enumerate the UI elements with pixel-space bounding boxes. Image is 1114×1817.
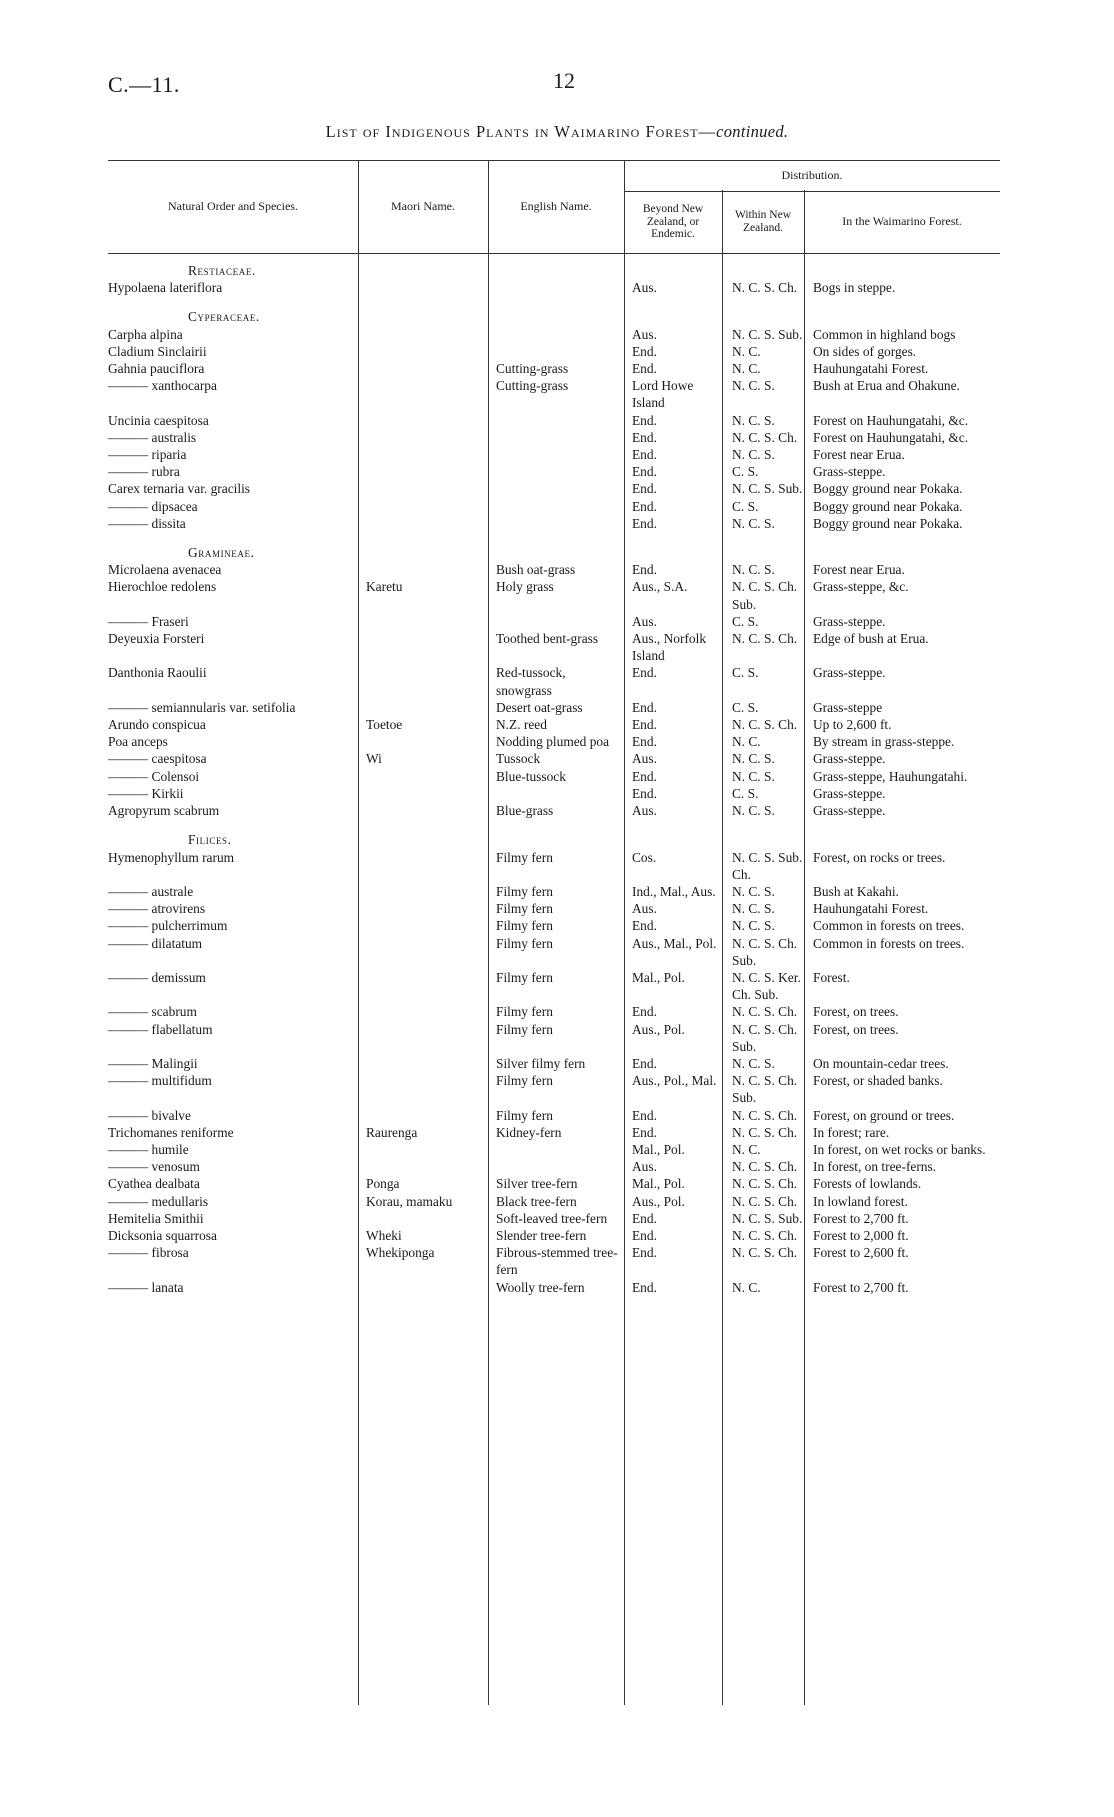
within-nz: N. C. S. Sub. Ch. xyxy=(732,849,803,882)
family-heading: Cyperaceae. xyxy=(188,309,260,325)
species-name: ——— semiannularis var. setifolia xyxy=(108,699,296,715)
beyond-nz: End. xyxy=(632,412,657,428)
table-row xyxy=(108,917,1000,934)
beyond-nz: Mal., Pol. xyxy=(632,1176,685,1192)
title-continued: continued. xyxy=(716,122,789,141)
within-nz: N. C. S. Sub. xyxy=(732,481,803,497)
english-name: Filmy fern xyxy=(496,849,553,865)
waimarino-distribution: Boggy ground near Pokaka. xyxy=(813,515,963,531)
within-nz: N. C. xyxy=(732,343,761,359)
waimarino-distribution: Edge of bush at Erua. xyxy=(813,631,929,647)
within-nz: N. C. S. xyxy=(732,768,775,784)
waimarino-distribution: Forest on Hauhungatahi, &c. xyxy=(813,412,969,428)
species-name: Cladium Sinclairii xyxy=(108,343,207,359)
beyond-nz: Cos. xyxy=(632,849,657,865)
table-row xyxy=(108,935,1000,969)
waimarino-distribution: Forest, on trees. xyxy=(813,1021,899,1037)
beyond-nz: Mal., Pol. xyxy=(632,969,685,985)
page-reference: C.—11. xyxy=(108,72,180,97)
page-title xyxy=(0,122,1114,142)
table-row xyxy=(108,343,1000,360)
species-name: ——— flabellatum xyxy=(108,1021,213,1037)
within-nz: N. C. xyxy=(732,1141,761,1157)
species-name: Cyathea dealbata xyxy=(108,1176,200,1192)
table-row xyxy=(108,429,1000,446)
table-row xyxy=(108,849,1000,883)
table-row xyxy=(108,630,1000,664)
species-name: Carex ternaria var. gracilis xyxy=(108,481,251,497)
beyond-nz: End. xyxy=(632,785,657,801)
species-name: Dicksonia squarrosa xyxy=(108,1227,217,1243)
english-name: Desert oat-grass xyxy=(496,699,583,715)
table-row xyxy=(108,1021,1000,1055)
english-name: Black tree-fern xyxy=(496,1193,577,1209)
table-row xyxy=(108,326,1000,343)
waimarino-distribution: Common in forests on trees. xyxy=(813,918,965,934)
header-within-nz: Within New Zealand. xyxy=(734,209,792,234)
waimarino-distribution: Forest near Erua. xyxy=(813,447,905,463)
within-nz: C. S. xyxy=(732,464,759,480)
beyond-nz: End. xyxy=(632,699,657,715)
english-name: Bush oat-grass xyxy=(496,562,576,578)
within-nz: N. C. S. Ch. Sub. xyxy=(732,1073,798,1106)
english-name: Filmy fern xyxy=(496,969,553,985)
within-nz: N. C. S. xyxy=(732,803,775,819)
waimarino-distribution: Grass-steppe. xyxy=(813,613,886,629)
english-name: Filmy fern xyxy=(496,935,553,951)
waimarino-distribution: Common in highland bogs xyxy=(813,326,956,342)
maori-name: Wi xyxy=(366,751,382,767)
table-row xyxy=(108,1193,1000,1210)
beyond-nz: Lord Howe Island xyxy=(632,378,694,411)
species-name: ——— dissita xyxy=(108,515,186,531)
beyond-nz: End. xyxy=(632,918,657,934)
beyond-nz: End. xyxy=(632,1245,657,1261)
waimarino-distribution: Forest to 2,700 ft. xyxy=(813,1210,909,1226)
species-name: ——— caespitosa xyxy=(108,751,207,767)
species-name: Hierochloe redolens xyxy=(108,579,217,595)
species-name: Poa anceps xyxy=(108,734,168,750)
table-row xyxy=(108,279,1000,296)
beyond-nz: End. xyxy=(632,464,657,480)
english-name: Silver tree-fern xyxy=(496,1176,578,1192)
table-row xyxy=(108,802,1000,819)
english-name: Filmy fern xyxy=(496,883,553,899)
waimarino-distribution: Grass-steppe. xyxy=(813,665,886,681)
family-gap xyxy=(108,532,1000,544)
waimarino-distribution: On mountain-cedar trees. xyxy=(813,1055,949,1071)
header-natural-order: Natural Order and Species. xyxy=(168,199,298,214)
within-nz: C. S. xyxy=(732,665,759,681)
english-name: Nodding plumed poa xyxy=(496,734,610,750)
english-name: Fibrous-stemmed tree-fern xyxy=(496,1245,618,1278)
header-distribution: Distribution. xyxy=(781,168,843,183)
species-name: ——— fibrosa xyxy=(108,1245,189,1261)
table-row xyxy=(108,515,1000,532)
beyond-nz: Ind., Mal., Aus. xyxy=(632,883,716,899)
beyond-nz: End. xyxy=(632,734,657,750)
within-nz: N. C. S. xyxy=(732,883,775,899)
within-nz: N. C. S. Ch. Sub. xyxy=(732,1021,798,1054)
within-nz: N. C. S. Ch. xyxy=(732,631,798,647)
table-row xyxy=(108,1244,1000,1278)
beyond-nz: Aus., Pol., Mal. xyxy=(632,1073,717,1089)
within-nz: N. C. xyxy=(732,734,761,750)
beyond-nz: End. xyxy=(632,1124,657,1140)
species-name: Hypolaena lateriflora xyxy=(108,280,223,296)
english-name: Cutting-grass xyxy=(496,361,569,377)
within-nz: N. C. S. Ker. Ch. Sub. xyxy=(732,969,801,1003)
within-nz: N. C. S. Ch. xyxy=(732,1227,798,1243)
header-beyond-nz: Beyond New Zealand, or Endemic. xyxy=(642,202,704,241)
species-name: ——— dipsacea xyxy=(108,498,198,514)
species-name: ——— rubra xyxy=(108,464,180,480)
english-name: Filmy fern xyxy=(496,1004,553,1020)
within-nz: N. C. S. xyxy=(732,447,775,463)
within-nz: C. S. xyxy=(732,699,759,715)
table-row xyxy=(108,1107,1000,1124)
table-row xyxy=(108,1055,1000,1072)
species-name: ——— humile xyxy=(108,1141,189,1157)
within-nz: N. C. S. Ch. xyxy=(732,280,798,296)
plant-list xyxy=(108,262,1000,1296)
table-row xyxy=(108,1158,1000,1175)
beyond-nz: Aus. xyxy=(632,1159,657,1175)
beyond-nz: Aus., Pol. xyxy=(632,1193,685,1209)
beyond-nz: End. xyxy=(632,343,657,359)
within-nz: N. C. xyxy=(732,1279,761,1295)
waimarino-distribution: Hauhungatahi Forest. xyxy=(813,361,929,377)
table-row xyxy=(108,716,1000,733)
within-nz: C. S. xyxy=(732,498,759,514)
beyond-nz: Aus., Mal., Pol. xyxy=(632,935,717,951)
table-row xyxy=(108,463,1000,480)
beyond-nz: Aus. xyxy=(632,751,657,767)
within-nz: C. S. xyxy=(732,785,759,801)
english-name: Blue-grass xyxy=(496,803,554,819)
within-nz: N. C. S. Ch. xyxy=(732,1245,798,1261)
english-name: Cutting-grass xyxy=(496,378,569,394)
beyond-nz: End. xyxy=(632,1227,657,1243)
within-nz: N. C. S. Ch. xyxy=(732,429,798,445)
within-nz: N. C. S. xyxy=(732,515,775,531)
title-text: List of Indigenous Plants in Waimarino Forest— xyxy=(325,122,717,141)
table-row xyxy=(108,785,1000,802)
header-english-name: English Name. xyxy=(520,199,592,214)
waimarino-distribution: Hauhungatahi Forest. xyxy=(813,901,929,917)
species-name: ——— pulcherrimum xyxy=(108,918,228,934)
species-name: Hymenophyllum rarum xyxy=(108,849,235,865)
species-name: Uncinia caespitosa xyxy=(108,412,209,428)
english-name: Filmy fern xyxy=(496,1073,553,1089)
maori-name: Raurenga xyxy=(366,1124,418,1140)
table-row xyxy=(108,412,1000,429)
within-nz: N. C. S. xyxy=(732,378,775,394)
beyond-nz: Aus. xyxy=(632,613,657,629)
english-name: Filmy fern xyxy=(496,1021,553,1037)
table-row xyxy=(108,498,1000,515)
waimarino-distribution: Forest, on trees. xyxy=(813,1004,899,1020)
waimarino-distribution: Bush at Kakahi. xyxy=(813,883,899,899)
maori-name: Korau, mamaku xyxy=(366,1193,453,1209)
species-name: ——— Kirkii xyxy=(108,785,184,801)
species-name: Gahnia pauciflora xyxy=(108,361,205,377)
species-name: Agropyrum scabrum xyxy=(108,803,220,819)
table-row xyxy=(108,1227,1000,1244)
waimarino-distribution: In lowland forest. xyxy=(813,1193,908,1209)
beyond-nz: End. xyxy=(632,515,657,531)
family-heading: Restiaceae. xyxy=(188,263,256,278)
species-name: ——— riparia xyxy=(108,447,187,463)
table-row xyxy=(108,578,1000,612)
species-name: Carpha alpina xyxy=(108,326,183,342)
table-header xyxy=(108,160,1000,254)
within-nz: N. C. S. xyxy=(732,562,775,578)
within-nz: N. C. S. Ch. xyxy=(732,717,798,733)
within-nz: N. C. S. Ch. xyxy=(732,1159,798,1175)
species-name: ——— medullaris xyxy=(108,1193,209,1209)
table-row xyxy=(108,561,1000,578)
table-row xyxy=(108,883,1000,900)
within-nz: N. C. S. xyxy=(732,412,775,428)
beyond-nz: Aus., Pol. xyxy=(632,1021,685,1037)
table-row xyxy=(108,1210,1000,1227)
beyond-nz: Aus. xyxy=(632,803,657,819)
waimarino-distribution: Boggy ground near Pokaka. xyxy=(813,481,963,497)
waimarino-distribution: Forest, or shaded banks. xyxy=(813,1073,943,1089)
page-number: 12 xyxy=(553,68,575,93)
beyond-nz: End. xyxy=(632,1004,657,1020)
species-name: ——— lanata xyxy=(108,1279,184,1295)
waimarino-distribution: Up to 2,600 ft. xyxy=(813,717,892,733)
maori-name: Whekiponga xyxy=(366,1245,435,1261)
beyond-nz: End. xyxy=(632,768,657,784)
header-waimarino: In the Waimarino Forest. xyxy=(842,214,962,229)
english-name: Blue-tussock xyxy=(496,768,566,784)
beyond-nz: End. xyxy=(632,1055,657,1071)
beyond-nz: End. xyxy=(632,429,657,445)
waimarino-distribution: Forest near Erua. xyxy=(813,562,905,578)
species-name: ——— Colensoi xyxy=(108,768,200,784)
within-nz: N. C. S. Ch. xyxy=(732,1176,798,1192)
species-name: ——— australis xyxy=(108,429,197,445)
beyond-nz: End. xyxy=(632,1107,657,1123)
english-name: Soft-leaved tree-fern xyxy=(496,1210,608,1226)
beyond-nz: Aus., Norfolk Island xyxy=(632,631,707,664)
within-nz: N. C. S. Sub. xyxy=(732,1210,803,1226)
species-name: ——— scabrum xyxy=(108,1004,197,1020)
waimarino-distribution: Forest to 2,600 ft. xyxy=(813,1245,909,1261)
waimarino-distribution: Grass-steppe. xyxy=(813,751,886,767)
english-name: Filmy fern xyxy=(496,918,553,934)
waimarino-distribution: In forest, on wet rocks or banks. xyxy=(813,1141,986,1157)
table-row xyxy=(108,1003,1000,1020)
beyond-nz: End. xyxy=(632,665,657,681)
table-row xyxy=(108,699,1000,716)
table-row xyxy=(108,480,1000,497)
table-row xyxy=(108,446,1000,463)
beyond-nz: End. xyxy=(632,1210,657,1226)
table-row xyxy=(108,1175,1000,1192)
maori-name: Ponga xyxy=(366,1176,400,1192)
family-heading: Filices. xyxy=(188,832,232,848)
species-name: ——— venosum xyxy=(108,1159,200,1175)
english-name: N.Z. reed xyxy=(496,717,547,733)
waimarino-distribution: Forest to 2,000 ft. xyxy=(813,1227,909,1243)
beyond-nz: End. xyxy=(632,447,657,463)
table-row xyxy=(108,377,1000,411)
species-name: Hemitelia Smithii xyxy=(108,1210,204,1226)
species-name: ——— xanthocarpa xyxy=(108,378,217,394)
maori-name: Toetoe xyxy=(366,717,403,733)
table-row xyxy=(108,613,1000,630)
header-divider xyxy=(624,191,1000,192)
within-nz: N. C. S. Ch. Sub. xyxy=(732,579,798,612)
beyond-nz: End. xyxy=(632,361,657,377)
species-name: Danthonia Raoulii xyxy=(108,665,207,681)
english-name: Filmy fern xyxy=(496,1107,553,1123)
english-name: Woolly tree-fern xyxy=(496,1279,585,1295)
waimarino-distribution: On sides of gorges. xyxy=(813,343,917,359)
table-row xyxy=(108,1279,1000,1296)
english-name: Tussock xyxy=(496,751,541,767)
waimarino-distribution: Common in forests on trees. xyxy=(813,935,965,951)
family-heading: Gramineae. xyxy=(188,545,255,561)
within-nz: N. C. S. Ch. Sub. xyxy=(732,935,798,968)
species-name: ——— bivalve xyxy=(108,1107,191,1123)
species-name: ——— dilatatum xyxy=(108,935,203,951)
species-name: ——— multifidum xyxy=(108,1073,212,1089)
species-name: Arundo conspicua xyxy=(108,717,206,733)
within-nz: N. C. S. xyxy=(732,751,775,767)
waimarino-distribution: Forest to 2,700 ft. xyxy=(813,1279,909,1295)
english-name: Silver filmy fern xyxy=(496,1055,586,1071)
species-name: Deyeuxia Forsteri xyxy=(108,631,205,647)
header-maori-name: Maori Name. xyxy=(391,199,455,214)
within-nz: N. C. S. Ch. xyxy=(732,1193,798,1209)
waimarino-distribution: In forest; rare. xyxy=(813,1124,890,1140)
table-row xyxy=(108,360,1000,377)
waimarino-distribution: Grass-steppe, &c. xyxy=(813,579,909,595)
within-nz: N. C. S. Ch. xyxy=(732,1124,798,1140)
maori-name: Karetu xyxy=(366,579,403,595)
waimarino-distribution: Forest, on rocks or trees. xyxy=(813,849,946,865)
waimarino-distribution: By stream in grass-steppe. xyxy=(813,734,955,750)
beyond-nz: End. xyxy=(632,481,657,497)
waimarino-distribution: In forest, on tree-ferns. xyxy=(813,1159,937,1175)
english-name: Slender tree-fern xyxy=(496,1227,587,1243)
within-nz: C. S. xyxy=(732,613,759,629)
species-name: Trichomanes reniforme xyxy=(108,1124,234,1140)
within-nz: N. C. S. xyxy=(732,918,775,934)
within-nz: N. C. S. Ch. xyxy=(732,1004,798,1020)
table-row xyxy=(108,664,1000,698)
beyond-nz: Aus. xyxy=(632,280,657,296)
waimarino-distribution: Forest on Hauhungatahi, &c. xyxy=(813,429,969,445)
english-name: Toothed bent-grass xyxy=(496,631,599,647)
beyond-nz: End. xyxy=(632,562,657,578)
species-name: Microlaena avenacea xyxy=(108,562,222,578)
english-name: Filmy fern xyxy=(496,901,553,917)
species-name: ——— Malingii xyxy=(108,1055,198,1071)
waimarino-distribution: Grass-steppe xyxy=(813,699,883,715)
waimarino-distribution: Bush at Erua and Ohakune. xyxy=(813,378,960,394)
table-row xyxy=(108,750,1000,767)
english-name: Kidney-fern xyxy=(496,1124,562,1140)
species-name: ——— atrovirens xyxy=(108,901,206,917)
within-nz: N. C. xyxy=(732,361,761,377)
waimarino-distribution: Boggy ground near Pokaka. xyxy=(813,498,963,514)
family-gap xyxy=(108,296,1000,308)
within-nz: N. C. S. Sub. xyxy=(732,326,803,342)
within-nz: N. C. S. Ch. xyxy=(732,1107,798,1123)
maori-name: Wheki xyxy=(366,1227,402,1243)
beyond-nz: Aus. xyxy=(632,901,657,917)
beyond-nz: End. xyxy=(632,717,657,733)
waimarino-distribution: Grass-steppe. xyxy=(813,464,886,480)
species-name: ——— Fraseri xyxy=(108,613,189,629)
table-row xyxy=(108,900,1000,917)
table-row xyxy=(108,1124,1000,1141)
waimarino-distribution: Bogs in steppe. xyxy=(813,280,896,296)
english-name: Red-tussock, snowgrass xyxy=(496,665,566,698)
within-nz: N. C. S. xyxy=(732,1055,775,1071)
beyond-nz: Aus., S.A. xyxy=(632,579,688,595)
beyond-nz: End. xyxy=(632,1279,657,1295)
table-row xyxy=(108,969,1000,1003)
waimarino-distribution: Forest. xyxy=(813,969,850,985)
table-row xyxy=(108,1072,1000,1106)
waimarino-distribution: Grass-steppe. xyxy=(813,803,886,819)
species-name: ——— demissum xyxy=(108,969,206,985)
beyond-nz: End. xyxy=(632,498,657,514)
table-row xyxy=(108,1141,1000,1158)
within-nz: N. C. S. xyxy=(732,901,775,917)
species-name: ——— australe xyxy=(108,883,194,899)
beyond-nz: Aus. xyxy=(632,326,657,342)
waimarino-distribution: Grass-steppe, Hauhungatahi. xyxy=(813,768,968,784)
beyond-nz: Mal., Pol. xyxy=(632,1141,685,1157)
english-name: Holy grass xyxy=(496,579,554,595)
family-gap xyxy=(108,819,1000,831)
table-row xyxy=(108,768,1000,785)
waimarino-distribution: Forest, on ground or trees. xyxy=(813,1107,955,1123)
waimarino-distribution: Forests of lowlands. xyxy=(813,1176,922,1192)
table-row xyxy=(108,733,1000,750)
waimarino-distribution: Grass-steppe. xyxy=(813,785,886,801)
